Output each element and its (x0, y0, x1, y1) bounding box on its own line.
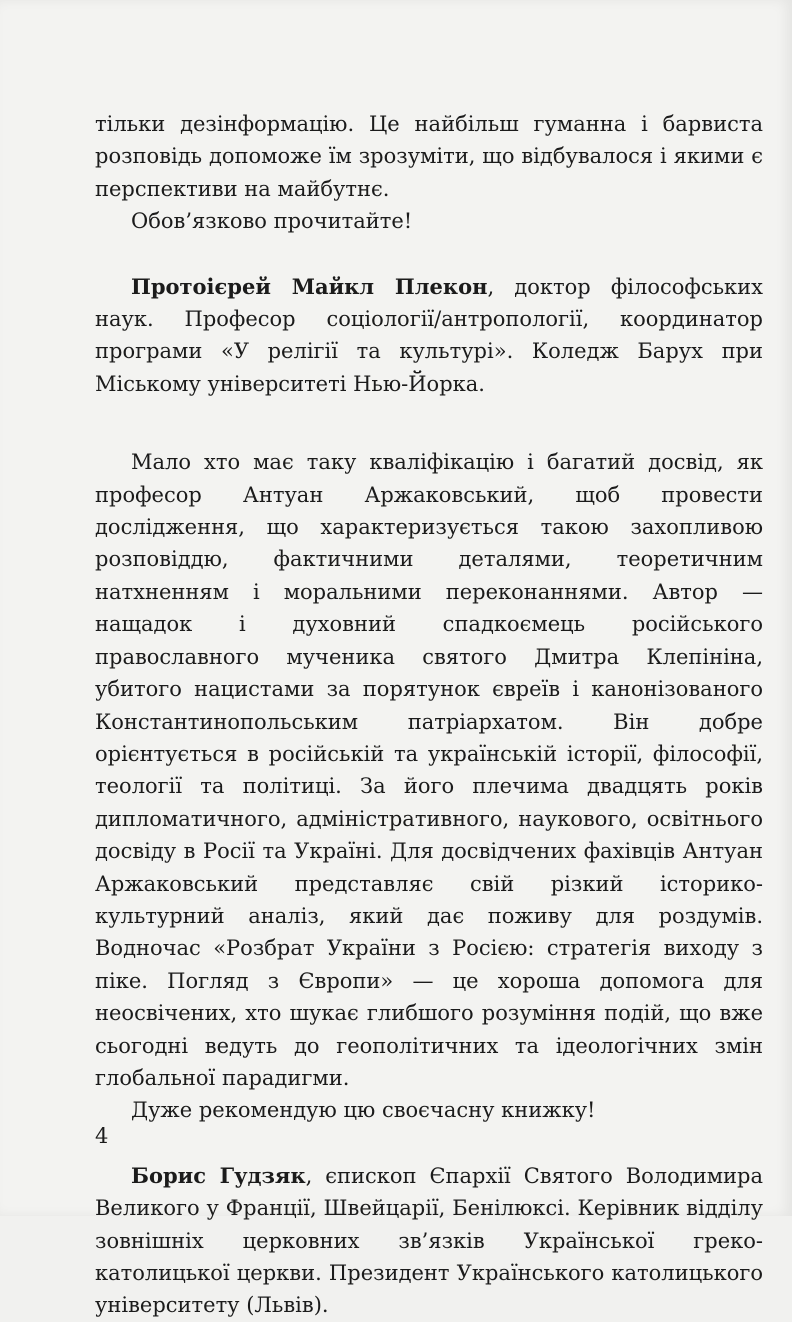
endorser-bio: , єпископ Єпархії Святого Володимира Великого у Франції, Швейцарії, Бенілюксі. Керівник відділу зовнішніх церковних зв’язків Української греко-католицької церкви. Президент Українського католицького університету (Львів). (95, 1163, 763, 1318)
endorsement-paragraph-2 (95, 1160, 763, 1322)
page-number: 4 (95, 1124, 109, 1148)
page-body (95, 108, 763, 1322)
review-paragraph: Мало хто має таку кваліфікацію і багатий досвід, як професор Антуан Аржаковський, щоб провести дослідження, що характеризується такою захопливою розповіддю, фактичними деталями, теоретичним натхненням і моральними переконаннями. Автор — нащадок і духовний спадкоємець російського православного мученика святого Дмитра Клепініна, убитого нацистами за порятунок євреїв і канонізованого Константинопольським патріархатом. Він добре орієнтується в російській та українській історії, філософії, теології та політиці. За його плечима двадцять років дипломатичного, адміністративного, наукового, освітнього досвіду в Росії та Україні. Для досвідчених фахівців Антуан Аржаковський представляє свій різкий історико-культурний аналіз, який дає поживу для роздумів. Водночас «Розбрат України з Росією: стратегія виходу з піке. Погляд з Європи» — це хороша допомога для неосвічених, хто шукає глибшого розуміння подій, що вже сьогодні ведуть до геополітичних та ідеологічних змін глобальної парадигми. (95, 450, 763, 1090)
continuation-paragraph: тільки дезінформацію. Це найбільш гуманна і барвиста розповідь допоможе їм зрозуміти, що відбувалося і якими є перспективи на майбутнє. (95, 112, 763, 201)
recommendation-line: Обов’язково прочитайте! (131, 209, 413, 234)
endorser-bio: , доктор філософських наук. Професор соціології/антропології, координатор програми «У релігії та культурі». Коледж Барух при Міському університеті Нью-Йорка. (95, 274, 763, 396)
endorser-name: Протоієрей Майкл Плекон (131, 273, 488, 299)
endorser-name: Борис Гудзяк (131, 1162, 306, 1188)
endorsement-paragraph-1 (95, 271, 763, 401)
review-recommendation: Дуже рекомендую цю своєчасну книжку! (131, 1098, 596, 1123)
